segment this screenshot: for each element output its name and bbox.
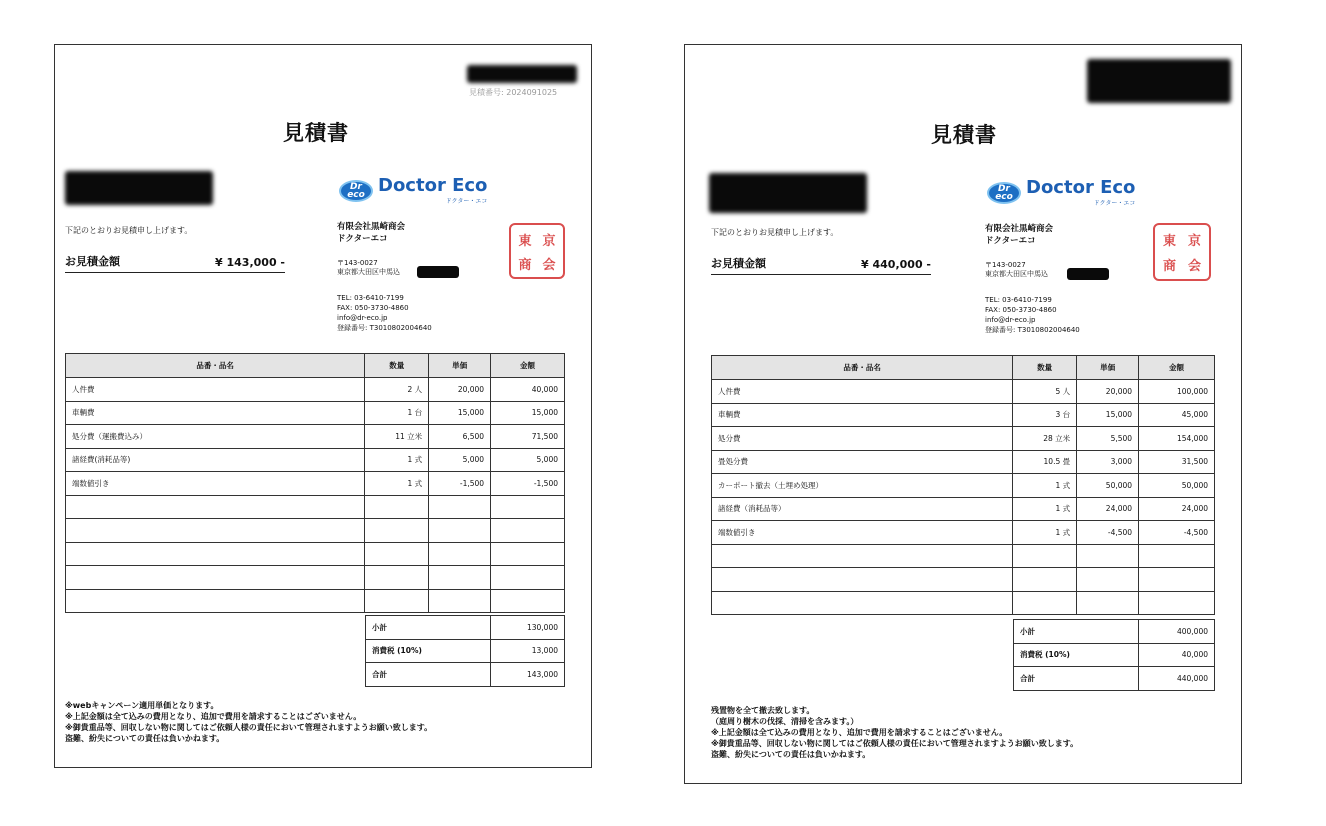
table-cell: 3 台 <box>1013 403 1077 427</box>
logo-badge: Dr eco <box>987 182 1021 204</box>
totals-label: 小計 <box>366 616 491 640</box>
table-cell: 50,000 <box>1077 474 1139 498</box>
table-cell: 諸経費(消耗品等) <box>66 448 365 472</box>
column-header: 金額 <box>491 354 565 378</box>
company-name: 有限会社黒崎商会 ドクターエコ <box>985 224 1054 246</box>
totals-row <box>1014 667 1215 691</box>
table-cell: 50,000 <box>1139 474 1215 498</box>
totals-label: 消費税 (10%) <box>1014 643 1139 667</box>
table-cell: 31,500 <box>1139 450 1215 474</box>
table-cell <box>365 589 429 613</box>
table-cell: 諸経費（消耗品等） <box>712 497 1013 521</box>
table-row <box>66 566 565 590</box>
company-contact: TEL: 03-6410-7199 FAX: 050-3730-4860 info@dr-eco.jp 登録番号: T3010802004640 <box>337 294 432 332</box>
document-title: 見積書 <box>283 121 349 145</box>
redacted-client-name <box>65 171 213 205</box>
totals-row <box>1014 643 1215 667</box>
table-cell: 車輌費 <box>66 401 365 425</box>
table-cell: 45,000 <box>1139 403 1215 427</box>
table-cell: 24,000 <box>1077 497 1139 521</box>
table-row <box>712 380 1215 404</box>
totals-row <box>366 663 565 687</box>
table-cell: 1 式 <box>365 448 429 472</box>
items-table <box>711 355 1215 615</box>
totals-table <box>1013 619 1215 691</box>
estimate-amount-value: ¥ 143,000 - <box>215 256 285 269</box>
totals-value: 130,000 <box>491 616 565 640</box>
totals-row <box>366 639 565 663</box>
items-table <box>65 353 565 613</box>
table-cell: 20,000 <box>429 378 491 402</box>
table-row <box>712 568 1215 592</box>
table-row <box>712 450 1215 474</box>
logo-main-text: Doctor Eco <box>378 175 488 196</box>
column-header: 数量 <box>365 354 429 378</box>
table-cell <box>66 566 365 590</box>
doctor-eco-logo-icon <box>987 179 1135 207</box>
table-cell <box>429 519 491 543</box>
totals-value: 143,000 <box>491 663 565 687</box>
table-row <box>66 519 565 543</box>
table-cell <box>1013 591 1077 615</box>
table-cell: 15,000 <box>491 401 565 425</box>
table-cell <box>1139 568 1215 592</box>
company-seal-icon: 東 京 商 会 <box>509 223 565 279</box>
column-header: 単価 <box>429 354 491 378</box>
table-cell <box>365 542 429 566</box>
table-cell <box>66 519 365 543</box>
table-cell: -1,500 <box>429 472 491 496</box>
table-cell: 6,500 <box>429 425 491 449</box>
table-cell <box>491 589 565 613</box>
table-cell <box>491 519 565 543</box>
table-cell: 5,500 <box>1077 427 1139 451</box>
column-header: 数量 <box>1013 356 1077 380</box>
table-row <box>66 378 565 402</box>
logo-sub-text: ドクター・エコ <box>1093 200 1136 207</box>
redacted-client-name <box>709 173 867 213</box>
totals-label: 合計 <box>366 663 491 687</box>
table-cell <box>491 495 565 519</box>
table-cell: 人件費 <box>66 378 365 402</box>
document-title: 見積書 <box>931 123 997 147</box>
doctor-eco-logo-icon <box>339 177 487 205</box>
table-cell <box>66 542 365 566</box>
logo-badge: Dr eco <box>339 180 373 202</box>
table-cell <box>66 495 365 519</box>
table-cell <box>1077 591 1139 615</box>
table-row <box>712 497 1215 521</box>
table-cell: 10.5 畳 <box>1013 450 1077 474</box>
table-cell: 1 式 <box>1013 497 1077 521</box>
totals-value: 400,000 <box>1139 620 1215 644</box>
intro-text: 下記のとおりお見積申し上げます。 <box>711 228 839 237</box>
table-cell: 端数値引き <box>66 472 365 496</box>
table-cell <box>1013 568 1077 592</box>
table-cell: 畳処分費 <box>712 450 1013 474</box>
table-cell <box>491 542 565 566</box>
table-cell <box>365 566 429 590</box>
table-cell: 40,000 <box>491 378 565 402</box>
totals-value: 13,000 <box>491 639 565 663</box>
table-cell: 100,000 <box>1139 380 1215 404</box>
table-cell: 20,000 <box>1077 380 1139 404</box>
estimate-amount-label: お見積金額 <box>711 257 766 270</box>
table-row <box>66 401 565 425</box>
totals-value: 40,000 <box>1139 643 1215 667</box>
estimate-amount-label: お見積金額 <box>65 255 120 268</box>
table-cell <box>491 566 565 590</box>
estimate-amount <box>711 255 931 275</box>
table-row <box>712 591 1215 615</box>
estimate-amount-value: ¥ 440,000 - <box>861 258 931 271</box>
table-cell <box>429 495 491 519</box>
table-cell <box>66 589 365 613</box>
table-cell: 5 人 <box>1013 380 1077 404</box>
table-row <box>66 495 565 519</box>
totals-label: 消費税 (10%) <box>366 639 491 663</box>
company-seal-icon: 東 京 商 会 <box>1153 223 1211 281</box>
table-cell: 処分費（運搬費込み） <box>66 425 365 449</box>
table-row <box>66 589 565 613</box>
totals-row <box>1014 620 1215 644</box>
table-row <box>66 448 565 472</box>
table-cell <box>429 589 491 613</box>
column-header: 品番・品名 <box>712 356 1013 380</box>
totals-value: 440,000 <box>1139 667 1215 691</box>
table-cell: 5,000 <box>491 448 565 472</box>
company-address: 〒143-0027 東京都大田区中馬込 <box>985 261 1048 278</box>
table-cell: 15,000 <box>1077 403 1139 427</box>
table-cell: カーポート撤去（土埋め処理） <box>712 474 1013 498</box>
table-cell: 車輌費 <box>712 403 1013 427</box>
redacted-date-number <box>1087 59 1231 103</box>
table-cell <box>1013 544 1077 568</box>
table-row <box>66 472 565 496</box>
table-cell <box>429 566 491 590</box>
table-cell: -1,500 <box>491 472 565 496</box>
table-cell: 28 立米 <box>1013 427 1077 451</box>
table-cell: 人件費 <box>712 380 1013 404</box>
table-row <box>712 403 1215 427</box>
table-cell: 端数値引き <box>712 521 1013 545</box>
totals-row <box>366 616 565 640</box>
table-cell: 1 式 <box>1013 474 1077 498</box>
totals-label: 小計 <box>1014 620 1139 644</box>
table-cell: 5,000 <box>429 448 491 472</box>
table-row <box>712 474 1215 498</box>
table-cell: 15,000 <box>429 401 491 425</box>
redacted-address <box>417 266 459 278</box>
column-header: 品番・品名 <box>66 354 365 378</box>
table-cell: -4,500 <box>1077 521 1139 545</box>
totals-label: 合計 <box>1014 667 1139 691</box>
table-cell: 154,000 <box>1139 427 1215 451</box>
table-cell: 2 人 <box>365 378 429 402</box>
table-cell <box>712 591 1013 615</box>
redacted-date <box>467 65 577 83</box>
company-contact: TEL: 03-6410-7199 FAX: 050-3730-4860 info@dr-eco.jp 登録番号: T3010802004640 <box>985 296 1080 334</box>
table-row <box>712 427 1215 451</box>
notes: 残置物を全て撤去致します。 （庭周り樹木の伐採、清掃を含みます。） ※上記金額は全て込みの費用となり、追加で費用を請求することはございません。 ※御貴重品等、回収しない物に関してはご依頼人様の責任において管理されますようお願い致します。 盗難、紛失についての責任は負いかねます。 <box>711 706 1079 759</box>
table-row <box>712 521 1215 545</box>
table-cell: 71,500 <box>491 425 565 449</box>
table-cell <box>712 544 1013 568</box>
column-header: 金額 <box>1139 356 1215 380</box>
table-row <box>712 544 1215 568</box>
table-cell: 24,000 <box>1139 497 1215 521</box>
redacted-address <box>1067 268 1109 280</box>
estimate-sheet-right <box>684 44 1242 784</box>
table-cell: 処分費 <box>712 427 1013 451</box>
table-cell <box>429 542 491 566</box>
totals-table <box>365 615 565 687</box>
company-address: 〒143-0027 東京都大田区中馬込 <box>337 259 400 276</box>
table-cell <box>1077 544 1139 568</box>
table-cell <box>712 568 1013 592</box>
table-cell <box>365 519 429 543</box>
table-cell: 3,000 <box>1077 450 1139 474</box>
logo-main-text: Doctor Eco <box>1026 177 1136 198</box>
logo-sub-text: ドクター・エコ <box>445 198 488 205</box>
notes: ※webキャンペーン適用単価となります。 ※上記金額は全て込みの費用となり、追加で費用を請求することはございません。 ※御貴重品等、回収しない物に関してはご依頼人様の責任において管理されますようお願い致します。 盗難、紛失についての責任は負いかねます。 <box>65 701 433 743</box>
column-header: 単価 <box>1077 356 1139 380</box>
table-cell: 1 式 <box>1013 521 1077 545</box>
table-row <box>66 542 565 566</box>
table-cell: -4,500 <box>1139 521 1215 545</box>
table-cell <box>1077 568 1139 592</box>
estimate-amount <box>65 253 285 273</box>
company-name: 有限会社黒崎商会 ドクターエコ <box>337 222 406 244</box>
table-cell <box>365 495 429 519</box>
estimate-sheet-left <box>54 44 592 768</box>
table-row <box>66 425 565 449</box>
table-cell <box>1139 544 1215 568</box>
table-cell: 1 式 <box>365 472 429 496</box>
estimate-number: 見積番号: 2024091025 <box>469 88 558 97</box>
intro-text: 下記のとおりお見積申し上げます。 <box>65 226 193 235</box>
table-cell: 11 立米 <box>365 425 429 449</box>
table-cell <box>1139 591 1215 615</box>
table-cell: 1 台 <box>365 401 429 425</box>
